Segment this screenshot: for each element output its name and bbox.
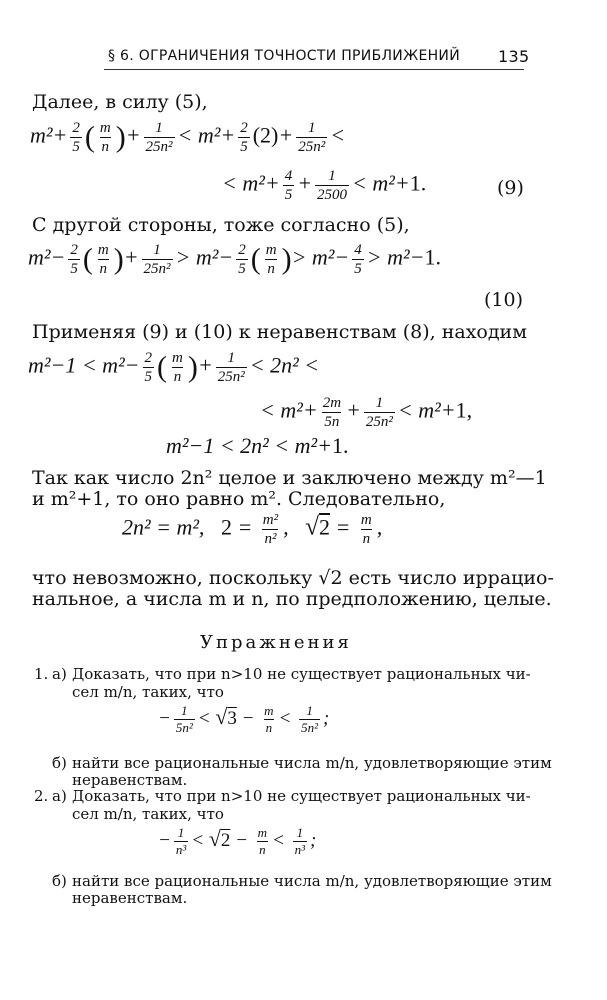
running-header: § 6. ОГРАНИЧЕНИЯ ТОЧНОСТИ ПРИБЛИЖЕНИЙ [108,48,460,64]
equation-10-tag: (10) [484,289,524,311]
exercise-2-number: 2. [34,787,49,805]
paragraph-integer-line-1: Так как число 2n² целое и заключено между m²—1 [32,467,547,489]
equation-summary: m²−1 < 2n² < m²+1. [166,433,349,458]
equation-9-line-2: < m²+ $\frac{4}{5}$ + $\frac{1}{2500}$ < m²+1. [222,168,427,203]
exercise-1a-text-line-2: сел m/n, таких, что [72,683,224,701]
equation-9-line-1: m²+ $\frac{2}{5}$ ( $\frac{m}{n}$ )+ $\frac{1}{\text{25n²}}$ < m²+ $\frac{2}{5}$ (2)+ $\frac{1}{\text{25n²}}$ < [30,120,346,155]
paragraph-integer-line-2: и m²+1, то оно равно m². Следовательно, [32,488,446,510]
exercise-1-inequality: − $\frac{1}{\text{5n²}}$ < √3 − $\frac{m}{n}$ < $\frac{1}{\text{5n²}}$ ; [158,703,330,735]
exercise-1a-label: а) [52,665,67,683]
exercise-2b-text-line-1: найти все рациональные числа m/n, удовлетворяющие этим [72,872,552,890]
paragraph-irrational-line-2: нальное, а числа m и n, по предположению, целые. [32,588,552,610]
exercise-1-number: 1. [34,665,49,683]
exercise-2a-text-line-1: Доказать, что при n>10 не существует рациональных чи- [72,787,531,805]
paragraph-irrational-line-1: что невозможно, поскольку √2 есть число иррацио- [32,567,554,589]
paragraph-applying: Применяя (9) и (10) к неравенствам (8), находим [32,321,527,343]
exercise-1a-text-line-1: Доказать, что при n>10 не существует рациональных чи- [72,665,531,683]
header-rule [104,69,524,70]
equation-combined-line-1: m²−1 < m²− $\frac{2}{5}$ ( $\frac{m}{n}$ )+ $\frac{1}{\text{25n²}}$ < 2n² < [28,350,320,385]
paragraph-other-side: С другой стороны, тоже согласно (5), [32,214,410,236]
exercises-title: Упражнения [200,632,352,653]
equation-conclusion: 2n² = m², 2 = $\frac{\text{m²}}{\text{n²}}$ , √2 = $\frac{m}{n}$ , [122,512,383,547]
exercise-2b-label: б) [52,872,67,890]
exercise-2a-label: а) [52,787,67,805]
exercise-1b-label: б) [52,754,67,772]
equation-combined-line-2: < m²+ $\frac{2m}{5n}$ + $\frac{1}{\text{25n²}}$ < m²+1, [260,395,473,430]
equation-10: m²− $\frac{2}{5}$ ( $\frac{m}{n}$ )+ $\frac{1}{\text{25n²}}$ > m²− $\frac{2}{5}$ ( $\frac{m}{n}$ )> m²− $\frac{4}{5}$ > m²−1. [28,242,441,277]
exercise-2b-text-line-2: неравенствам. [72,889,188,907]
exercise-1b-text-line-1: найти все рациональные числа m/n, удовлетворяющие этим [72,754,552,772]
exercise-1b-text-line-2: неравенствам. [72,771,188,789]
page-number: 135 [498,47,530,66]
paragraph-intro: Далее, в силу (5), [32,91,208,113]
equation-9-tag: (9) [497,177,524,199]
exercise-2a-text-line-2: сел m/n, таких, что [72,805,224,823]
exercise-2-inequality: − $\frac{1}{\text{n³}}$ < √2 − $\frac{m}{n}$ < $\frac{1}{\text{n³}}$ ; [158,825,317,857]
